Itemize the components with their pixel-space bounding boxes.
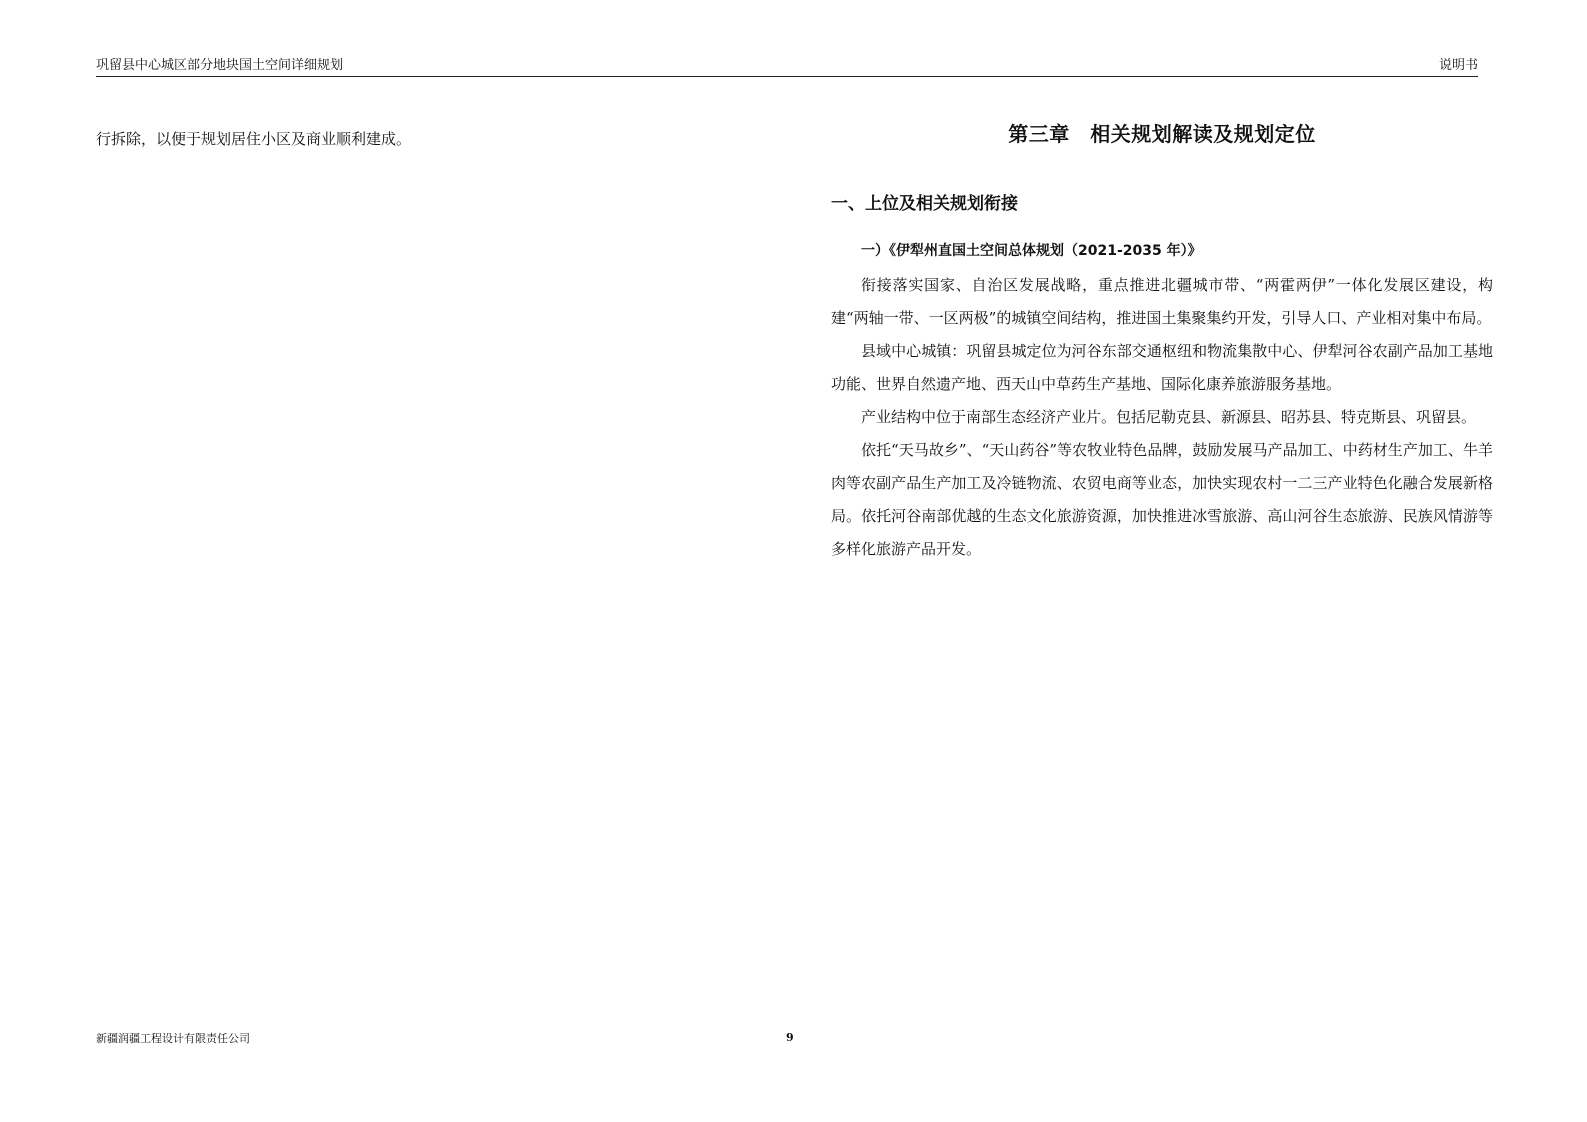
right-page-body xyxy=(831,117,1493,566)
subsection-title: 一）《伊犁州直国土空间总体规划（2021-2035 年）》 xyxy=(861,243,1202,259)
paragraph-strategy: 衔接落实国家、自治区发展战略，重点推进北疆城市带、“两霍两伊”一体化发展区建设，构建“两轴一带、一区两极”的城镇空间结构，推进国土集聚集约开发，引导人口、产业相对集中布局。 xyxy=(831,276,1493,327)
document-title: 巩留县中心城区部分地块国土空间详细规划 xyxy=(96,58,344,73)
page-header xyxy=(96,56,1478,77)
page-number: 9 xyxy=(786,1031,794,1044)
section-title: 一、上位及相关规划衔接 xyxy=(831,194,1018,214)
paragraph-brands-tourism: 依托“天马故乡”、“天山药谷”等农牧业特色品牌，鼓励发展马产品加工、中药材生产加工、牛羊肉等农副产品生产加工及冷链物流、农贸电商等业态，加快实现农村一二三产业特色化融合发展新格局。依托河谷南部优越的生态文化旅游资源，加快推进冰雪旅游、高山河谷生态旅游、民族风情游等多样化旅游产品开发。 xyxy=(831,441,1493,558)
footer-company: 新疆润疆工程设计有限责任公司 xyxy=(96,1032,250,1045)
document-type: 说明书 xyxy=(1438,58,1478,73)
left-page-body xyxy=(96,127,756,151)
continuation-paragraph: 行拆除，以便于规划居住小区及商业顺利建成。 xyxy=(96,130,412,148)
chapter-title: 第三章 相关规划解读及规划定位 xyxy=(1008,122,1316,146)
paragraph-county-center: 县域中心城镇：巩留县城定位为河谷东部交通枢纽和物流集散中心、伊犁河谷农副产品加工基地功能、世界自然遗产地、西天山中草药生产基地、国际化康养旅游服务基地。 xyxy=(831,342,1493,393)
paragraph-industry-structure: 产业结构中位于南部生态经济产业片。包括尼勒克县、新源县、昭苏县、特克斯县、巩留县。 xyxy=(861,408,1477,426)
